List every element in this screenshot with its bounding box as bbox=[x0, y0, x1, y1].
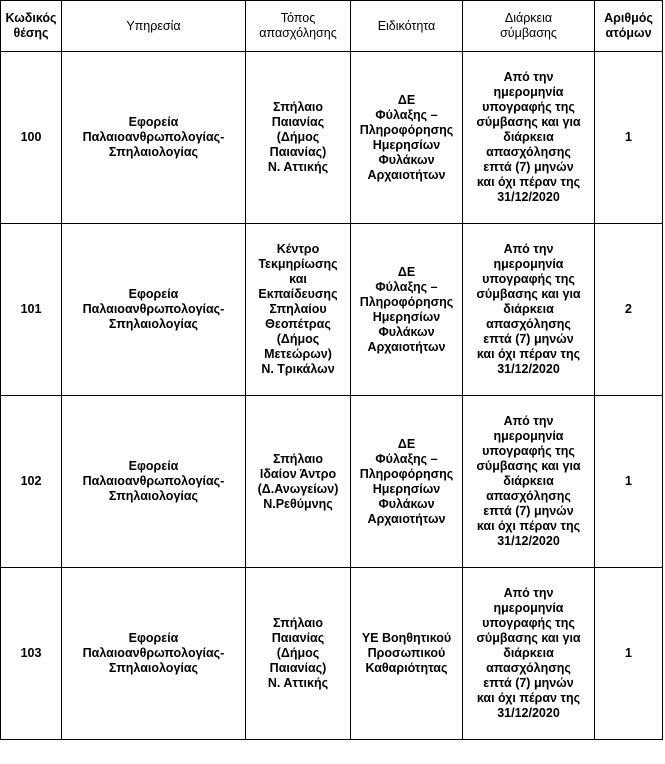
cell-location bbox=[246, 224, 351, 396]
cell-line: Φυλάκων bbox=[378, 324, 435, 339]
table-row bbox=[1, 52, 663, 224]
table-row bbox=[1, 224, 663, 396]
cell-line: Από την bbox=[503, 70, 554, 84]
cell-specialty bbox=[351, 568, 463, 740]
cell-line: διάρκεια bbox=[503, 130, 554, 144]
cell-line: Παλαιοανθρωπολογίας- bbox=[82, 130, 225, 144]
cell-line: Σπηλαίου bbox=[269, 302, 327, 316]
cell-line: Σπήλαιο bbox=[272, 616, 324, 630]
cell-code: 103 bbox=[1, 568, 62, 740]
cell-line: Πληροφόρησης bbox=[359, 466, 454, 481]
cell-line: ΥΕ Βοηθητικού bbox=[361, 631, 452, 645]
cell-line: Σπηλαιολογίας bbox=[108, 317, 199, 331]
cell-line: και bbox=[289, 272, 307, 286]
cell-line: απασχόλησης bbox=[486, 317, 571, 331]
cell-count: 1 bbox=[595, 52, 663, 224]
cell-line: 31/12/2020 bbox=[497, 706, 560, 720]
cell-line: Κωδικός bbox=[5, 11, 57, 25]
cell-line: διάρκεια bbox=[503, 646, 554, 660]
cell-line: απασχόλησης bbox=[486, 489, 571, 503]
cell-line: και όχι πέραν της bbox=[476, 691, 581, 705]
cell-line: επτά (7) μηνών bbox=[483, 676, 574, 690]
cell-service bbox=[62, 224, 246, 396]
cell-count: 2 bbox=[595, 224, 663, 396]
cell-line: Φύλαξης – bbox=[375, 107, 438, 122]
cell-line: Από την bbox=[503, 586, 554, 600]
cell-line: ατόμων bbox=[605, 26, 652, 40]
cell-line: Ειδικότητα bbox=[377, 18, 436, 33]
cell-line: ημερομηνία bbox=[493, 429, 564, 443]
cell-line: Εφορεία bbox=[128, 631, 179, 645]
cell-line: 31/12/2020 bbox=[497, 534, 560, 548]
cell-duration bbox=[463, 396, 595, 568]
cell-line: Παλαιοανθρωπολογίας- bbox=[82, 646, 225, 660]
header-service bbox=[62, 1, 246, 52]
cell-line: (Δήμος bbox=[276, 646, 320, 660]
cell-line: Μετεώρων) bbox=[264, 347, 332, 361]
cell-line: Παιανίας bbox=[271, 631, 325, 645]
cell-service bbox=[62, 396, 246, 568]
cell-service bbox=[62, 568, 246, 740]
cell-line: ημερομηνία bbox=[493, 257, 564, 271]
cell-line: επτά (7) μηνών bbox=[483, 504, 574, 518]
cell-line: επτά (7) μηνών bbox=[483, 332, 574, 346]
cell-line: (Δήμος bbox=[276, 130, 320, 144]
cell-line: Φύλαξης – bbox=[375, 279, 438, 294]
cell-line: ημερομηνία bbox=[493, 85, 564, 99]
cell-code: 101 bbox=[1, 224, 62, 396]
cell-line: Φύλαξης – bbox=[375, 451, 438, 466]
cell-line: Παλαιοανθρωπολογίας- bbox=[82, 302, 225, 316]
cell-count: 1 bbox=[595, 396, 663, 568]
cell-line: Εφορεία bbox=[128, 115, 179, 129]
cell-line: διάρκεια bbox=[503, 474, 554, 488]
cell-count: 1 bbox=[595, 568, 663, 740]
cell-line: Κέντρο bbox=[276, 242, 320, 256]
cell-location bbox=[246, 52, 351, 224]
cell-specialty bbox=[351, 224, 463, 396]
cell-line: υπογραφής της bbox=[482, 272, 575, 286]
cell-line: 31/12/2020 bbox=[497, 190, 560, 204]
cell-line: Πληροφόρησης bbox=[359, 122, 454, 137]
cell-line: Πληροφόρησης bbox=[359, 294, 454, 309]
cell-line: σύμβασης και για bbox=[476, 287, 581, 301]
cell-line: και όχι πέραν της bbox=[476, 519, 581, 533]
cell-line: απασχόλησης bbox=[486, 661, 571, 675]
header-specialty bbox=[351, 1, 463, 52]
cell-line: υπογραφής της bbox=[482, 100, 575, 114]
header-code bbox=[1, 1, 62, 52]
cell-line: διάρκεια bbox=[503, 302, 554, 316]
cell-location bbox=[246, 568, 351, 740]
cell-service bbox=[62, 52, 246, 224]
cell-line: Εφορεία bbox=[128, 287, 179, 301]
cell-line: Ν. Αττικής bbox=[267, 676, 329, 690]
cell-code: 100 bbox=[1, 52, 62, 224]
cell-line: και όχι πέραν της bbox=[476, 175, 581, 189]
cell-line: ΔΕ bbox=[397, 264, 416, 279]
header-count bbox=[595, 1, 663, 52]
cell-line: Από την bbox=[503, 414, 554, 428]
cell-location bbox=[246, 396, 351, 568]
cell-line: Αριθμός bbox=[604, 11, 653, 25]
table-row bbox=[1, 568, 663, 740]
cell-line: (Δήμος bbox=[276, 332, 320, 346]
cell-line: Σπήλαιο bbox=[272, 451, 324, 466]
header-row bbox=[1, 1, 663, 52]
cell-line: απασχόλησης bbox=[259, 26, 337, 40]
cell-line: ΔΕ bbox=[397, 92, 416, 107]
cell-line: (Δ.Ανωγείων) bbox=[257, 481, 339, 496]
cell-line: Φυλάκων bbox=[378, 152, 435, 167]
cell-line: επτά (7) μηνών bbox=[483, 160, 574, 174]
cell-line: Ν. Τρικάλων bbox=[261, 362, 335, 376]
cell-line: σύμβασης και για bbox=[476, 115, 581, 129]
cell-line: Θεοπέτρας bbox=[265, 317, 331, 331]
cell-line: Αρχαιοτήτων bbox=[367, 511, 446, 526]
cell-line: Ημερησίων bbox=[372, 481, 441, 496]
cell-line: Σπηλαιολογίας bbox=[108, 661, 199, 675]
cell-line: Αρχαιοτήτων bbox=[367, 339, 446, 354]
cell-line: σύμβασης και για bbox=[476, 459, 581, 473]
cell-line: υπογραφής της bbox=[482, 444, 575, 458]
cell-line: Ν. Αττικής bbox=[267, 160, 329, 174]
table-row bbox=[1, 396, 663, 568]
cell-line: Ημερησίων bbox=[372, 309, 441, 324]
cell-specialty bbox=[351, 52, 463, 224]
cell-line: Ν.Ρεθύμνης bbox=[263, 496, 333, 511]
cell-code: 102 bbox=[1, 396, 62, 568]
cell-line: 31/12/2020 bbox=[497, 362, 560, 376]
header-duration bbox=[463, 1, 595, 52]
cell-line: σύμβασης bbox=[500, 26, 557, 40]
cell-line: Παιανίας bbox=[271, 115, 325, 129]
cell-line: Ιδαίον Άντρο bbox=[259, 466, 337, 481]
cell-line: Από την bbox=[503, 242, 554, 256]
header-location bbox=[246, 1, 351, 52]
cell-line: και όχι πέραν της bbox=[476, 347, 581, 361]
cell-line: Υπηρεσία bbox=[126, 18, 181, 33]
cell-line: Αρχαιοτήτων bbox=[367, 167, 446, 182]
cell-line: Παιανίας) bbox=[269, 145, 327, 159]
cell-line: Τόπος bbox=[280, 11, 316, 25]
cell-line: θέσης bbox=[13, 26, 49, 40]
cell-line: Προσωπικού bbox=[367, 646, 446, 660]
cell-line: Τεκμηρίωσης bbox=[258, 257, 338, 271]
cell-line: ΔΕ bbox=[397, 436, 416, 451]
cell-line: ημερομηνία bbox=[493, 601, 564, 615]
cell-specialty bbox=[351, 396, 463, 568]
cell-line: Εκπαίδευσης bbox=[258, 287, 338, 301]
cell-duration bbox=[463, 52, 595, 224]
cell-line: υπογραφής της bbox=[482, 616, 575, 630]
cell-line: Σπηλαιολογίας bbox=[108, 145, 199, 159]
cell-line: Ημερησίων bbox=[372, 137, 441, 152]
cell-line: Καθαριότητας bbox=[365, 661, 448, 675]
cell-line: Διάρκεια bbox=[504, 11, 553, 25]
cell-line: Παιανίας) bbox=[269, 661, 327, 675]
cell-line: απασχόλησης bbox=[486, 145, 571, 159]
cell-duration bbox=[463, 224, 595, 396]
cell-line: Παλαιοανθρωπολογίας- bbox=[82, 474, 225, 488]
cell-line: Σπήλαιο bbox=[272, 100, 324, 114]
cell-line: Εφορεία bbox=[128, 459, 179, 473]
cell-line: Σπηλαιολογίας bbox=[108, 489, 199, 503]
cell-line: Φυλάκων bbox=[378, 496, 435, 511]
cell-duration bbox=[463, 568, 595, 740]
cell-line: σύμβασης και για bbox=[476, 631, 581, 645]
